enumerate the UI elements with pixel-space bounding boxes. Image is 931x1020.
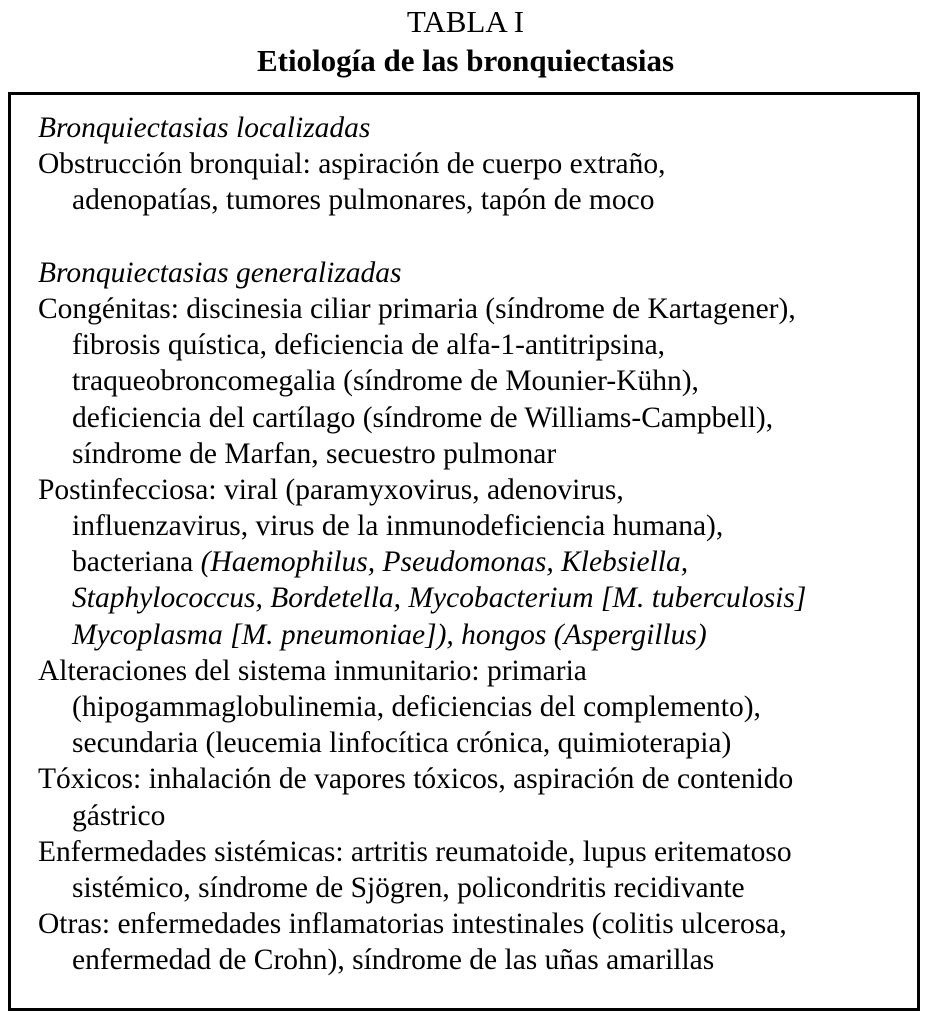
toxicos-line: Tóxicos: inhalación de vapores tóxicos, aspiración de contenido — [38, 763, 794, 796]
congenitas-line: traqueobroncomegalia (síndrome de Mounier-Kühn), — [72, 365, 699, 398]
postinfecciosa-line: Postinfecciosa: viral (paramyxovirus, adenovirus, — [38, 473, 624, 506]
postinfecciosa-roman-text: bacteriana — [72, 546, 201, 579]
sistemicas-line: sistémico, síndrome de Sjögren, policondritis recidivante — [72, 871, 745, 904]
section-heading-generalized: Bronquiectasias generalizadas — [38, 256, 402, 289]
section-heading-localized: Bronquiectasias localizadas — [38, 112, 371, 144]
postinfecciosa-line: Mycoplasma [M. pneumoniae]), hongos (Aspergillus) — [72, 618, 707, 651]
sistemicas-line: Enfermedades sistémicas: artritis reumatoide, lupus eritematoso — [38, 835, 792, 868]
congenitas-line: Congénitas: discinesia ciliar primaria (síndrome de Kartagener), — [38, 292, 796, 325]
congenitas-line: deficiencia del cartílago (síndrome de Williams-Campbell), — [72, 401, 774, 434]
postinfecciosa-line: Staphylococcus, Bordetella, Mycobacterium [M. tuberculosis] — [72, 582, 807, 615]
toxicos-line: gástrico — [72, 799, 166, 832]
table-label: TABLA I — [406, 4, 525, 39]
inmunitario-line: (hipogammaglobulinemia, deficiencias del complemento), — [72, 691, 761, 723]
section-spacer — [38, 219, 931, 255]
postinfecciosa-italic-text: (Haemophilus, Pseudomonas, Klebsiella, — [200, 546, 689, 579]
inmunitario-line: secundaria (leucemia linfocítica crónica, quimioterapia) — [72, 727, 732, 760]
localized-entry-line: Obstrucción bronquial: aspiración de cuerpo extraño, — [38, 148, 666, 181]
table-content — [38, 110, 931, 979]
inmunitario-line: Alteraciones del sistema inmunitario: primaria — [38, 654, 587, 687]
congenitas-line: síndrome de Marfan, secuestro pulmonar — [72, 437, 557, 470]
otras-line: Otras: enfermedades inflamatorias intestinales (colitis ulcerosa, — [38, 908, 787, 941]
localized-entry-line: adenopatías, tumores pulmonares, tapón de moco — [72, 184, 655, 217]
postinfecciosa-line — [38, 544, 931, 580]
congenitas-line: fibrosis quística, deficiencia de alfa-1-antitripsina, — [72, 329, 666, 362]
table-title: Etiología de las bronquiectasias — [256, 43, 675, 78]
otras-line: enfermedad de Crohn), síndrome de las uñas amarillas — [72, 944, 715, 977]
postinfecciosa-line: influenzavirus, virus de la inmunodeficiencia humana), — [72, 510, 724, 543]
